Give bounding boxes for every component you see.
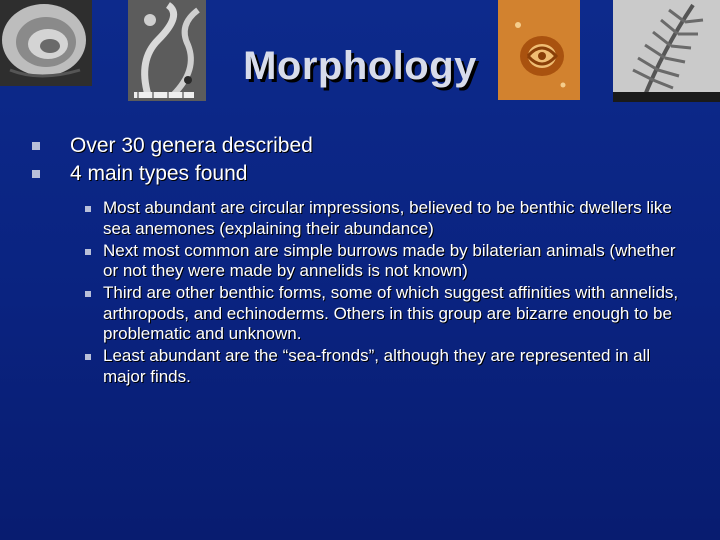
square-bullet-icon [85, 249, 91, 255]
square-bullet-icon [85, 206, 91, 212]
sub-bullet-list [85, 198, 680, 387]
bullet-text: Over 30 genera described [70, 134, 313, 157]
slide-title: Morphology [243, 44, 477, 88]
sub-bullet-text: Least abundant are the “sea-fronds”, although they are represented in all major finds. [103, 346, 651, 386]
sub-bullet-circular [85, 198, 680, 239]
sub-bullet-text: Next most common are simple burrows made by bilaterian animals (whether or not they were made by annelids is not known) [103, 240, 676, 280]
bullet-text: 4 main types found [70, 162, 248, 185]
sub-bullet-text: Third are other benthic forms, some of which suggest affinities with annelids, arthropods, and echinoderms. Others in this group are bizarre enough to be problematic and unknown. [103, 283, 679, 343]
square-bullet-icon [32, 170, 40, 178]
sub-bullet-fronds [85, 346, 680, 387]
bullet-main-types [30, 160, 680, 188]
square-bullet-icon [85, 354, 91, 360]
sub-bullet-benthic [85, 283, 680, 345]
bullet-genera [30, 132, 680, 160]
square-bullet-icon [32, 142, 40, 150]
slide-content [30, 132, 680, 389]
sub-bullet-text: Most abundant are circular impressions, believed to be benthic dwellers like sea anemones (explaining their abundance) [103, 198, 672, 238]
sub-bullet-burrows [85, 241, 680, 282]
square-bullet-icon [85, 291, 91, 297]
